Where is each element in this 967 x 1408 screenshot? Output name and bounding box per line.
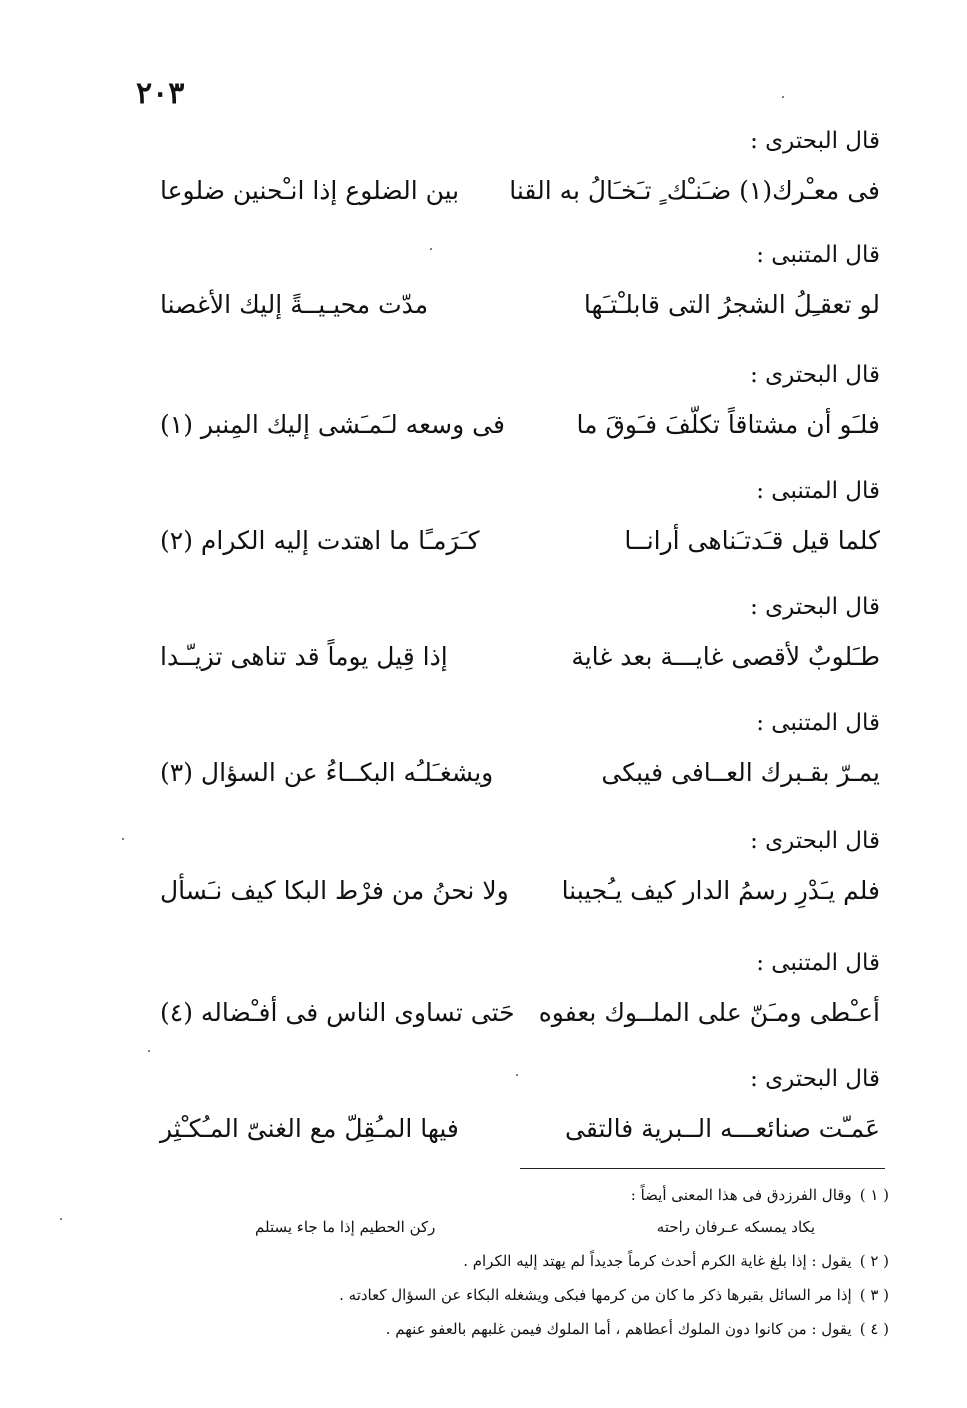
verse-first-hemistich: فلـَو أن مشتاقاً تكلّفَ فـَوقَ ما xyxy=(576,410,880,439)
footnote-verse-second-hemistich: ركن الحطيم إذا ما جاء يستلم xyxy=(255,1218,436,1236)
footnote-text: إذا مر السائل بقبرها ذكر ما كان من كرمها فبكى ويشغله البكاء عن السؤال كعادته . xyxy=(339,1286,852,1304)
verse-first-hemistich: لو تعقـِلُ الشجرُ التى قابلـْتـَها xyxy=(583,290,880,319)
verse-second-hemistich: فيها المـُقِلّ مع الغنىّ المـُكـْثِر xyxy=(160,1114,459,1143)
verse-line xyxy=(150,526,880,566)
footnote-4 xyxy=(189,1320,889,1338)
verse-line xyxy=(150,758,880,798)
speaker-label: قال البحترى : xyxy=(750,1066,880,1092)
verse-line xyxy=(150,410,880,450)
speaker-label: قال المتنبى : xyxy=(756,242,880,268)
verse-second-hemistich: فى وسعه لـَمـَشى إليك المِنبر (١) xyxy=(160,410,505,439)
verse-line xyxy=(150,642,880,682)
footnote-3 xyxy=(189,1286,889,1304)
speaker-label: قال البحترى : xyxy=(750,128,880,154)
verse-first-hemistich: أعـْطى ومـَنّ على الملــوك بعفوه xyxy=(538,998,880,1027)
speaker-label: قال البحترى : xyxy=(750,828,880,854)
footnote-verse-first-hemistich: يكاد يمسكه عـرفان راحته xyxy=(656,1218,815,1236)
footnote-1 xyxy=(189,1186,889,1204)
footnote-divider xyxy=(520,1168,885,1169)
verse-first-hemistich: يمـرّ بقـبرك العــافى فيبكى xyxy=(601,758,880,787)
speaker-label: قال المتنبى : xyxy=(756,478,880,504)
verse-second-hemistich: حَتى تساوى الناس فى أفـْضاله (٤) xyxy=(160,998,515,1027)
verse-first-hemistich: فى معـْرك(١) ضـَنـْك ٍ تـَخـَالُ به القنا xyxy=(509,176,880,205)
verse-line xyxy=(150,1114,880,1154)
scan-speck xyxy=(782,96,784,98)
footnote-number: ( ٢ ) xyxy=(859,1252,889,1270)
speaker-label: قال المتنبى : xyxy=(756,710,880,736)
verse-first-hemistich: عَمـّت صنائعـــه الــبرية فالتقى xyxy=(565,1114,880,1143)
speaker-label: قال البحترى : xyxy=(750,594,880,620)
speaker-label: قال البحترى : xyxy=(750,362,880,388)
scan-speck xyxy=(516,1074,518,1076)
footnote-number: ( ١ ) xyxy=(859,1186,889,1204)
verse-second-hemistich: بين الضلوع إذا انـْحنين ضلوعا xyxy=(160,176,460,205)
scan-speck xyxy=(148,1050,150,1052)
footnote-text: وقال الفرزدق فى هذا المعنى أيضاً : xyxy=(630,1186,852,1204)
verse-line xyxy=(150,290,880,330)
footnote-2 xyxy=(189,1252,889,1270)
verse-second-hemistich: كـَرَمـًا ما اهتدت إليه الكرام (٢) xyxy=(160,526,480,555)
page-number: ٢٠٣ xyxy=(136,76,185,111)
footnote-number: ( ٣ ) xyxy=(859,1286,889,1304)
scan-speck xyxy=(430,248,432,250)
speaker-label: قال المتنبى : xyxy=(756,950,880,976)
footnote-text: يقول : من كانوا دون الملوك أعطاهم ، أما الملوك فيمن غلبهم بالعفو عنهم . xyxy=(385,1320,852,1338)
verse-first-hemistich: فلم يـَدْرِ رسمُ الدار كيف يـُجيبنا xyxy=(561,876,880,905)
footnote-text: يقول : إذا بلغ غاية الكرم أحدث كرماً جديداً لم يهتد إليه الكرام . xyxy=(463,1252,852,1270)
verse-line xyxy=(150,876,880,916)
footnote-number: ( ٤ ) xyxy=(859,1320,889,1338)
scan-speck xyxy=(60,1218,62,1220)
verse-first-hemistich: طـَلوبٌ لأقصى غايـــة بعد غاية xyxy=(571,642,880,671)
footnote-quoted-verse xyxy=(255,1218,815,1242)
verse-line xyxy=(150,998,880,1038)
verse-second-hemistich: ولا نحنُ من فرْط البكا كيف نـَسأل xyxy=(160,876,509,905)
verse-first-hemistich: كلما قيل قـَدتـَناهى أرانــا xyxy=(624,526,880,555)
verse-line xyxy=(150,176,880,216)
verse-second-hemistich: ويشغـَلـُه البكــاءُ عن السؤال (٣) xyxy=(160,758,494,787)
verse-second-hemistich: مدّت محيـيــةً إليك الأغصنا xyxy=(160,290,429,319)
scan-speck xyxy=(122,838,124,840)
verse-second-hemistich: إذا قِيل يوماً قد تناهى تزيـّـدا xyxy=(160,642,448,671)
